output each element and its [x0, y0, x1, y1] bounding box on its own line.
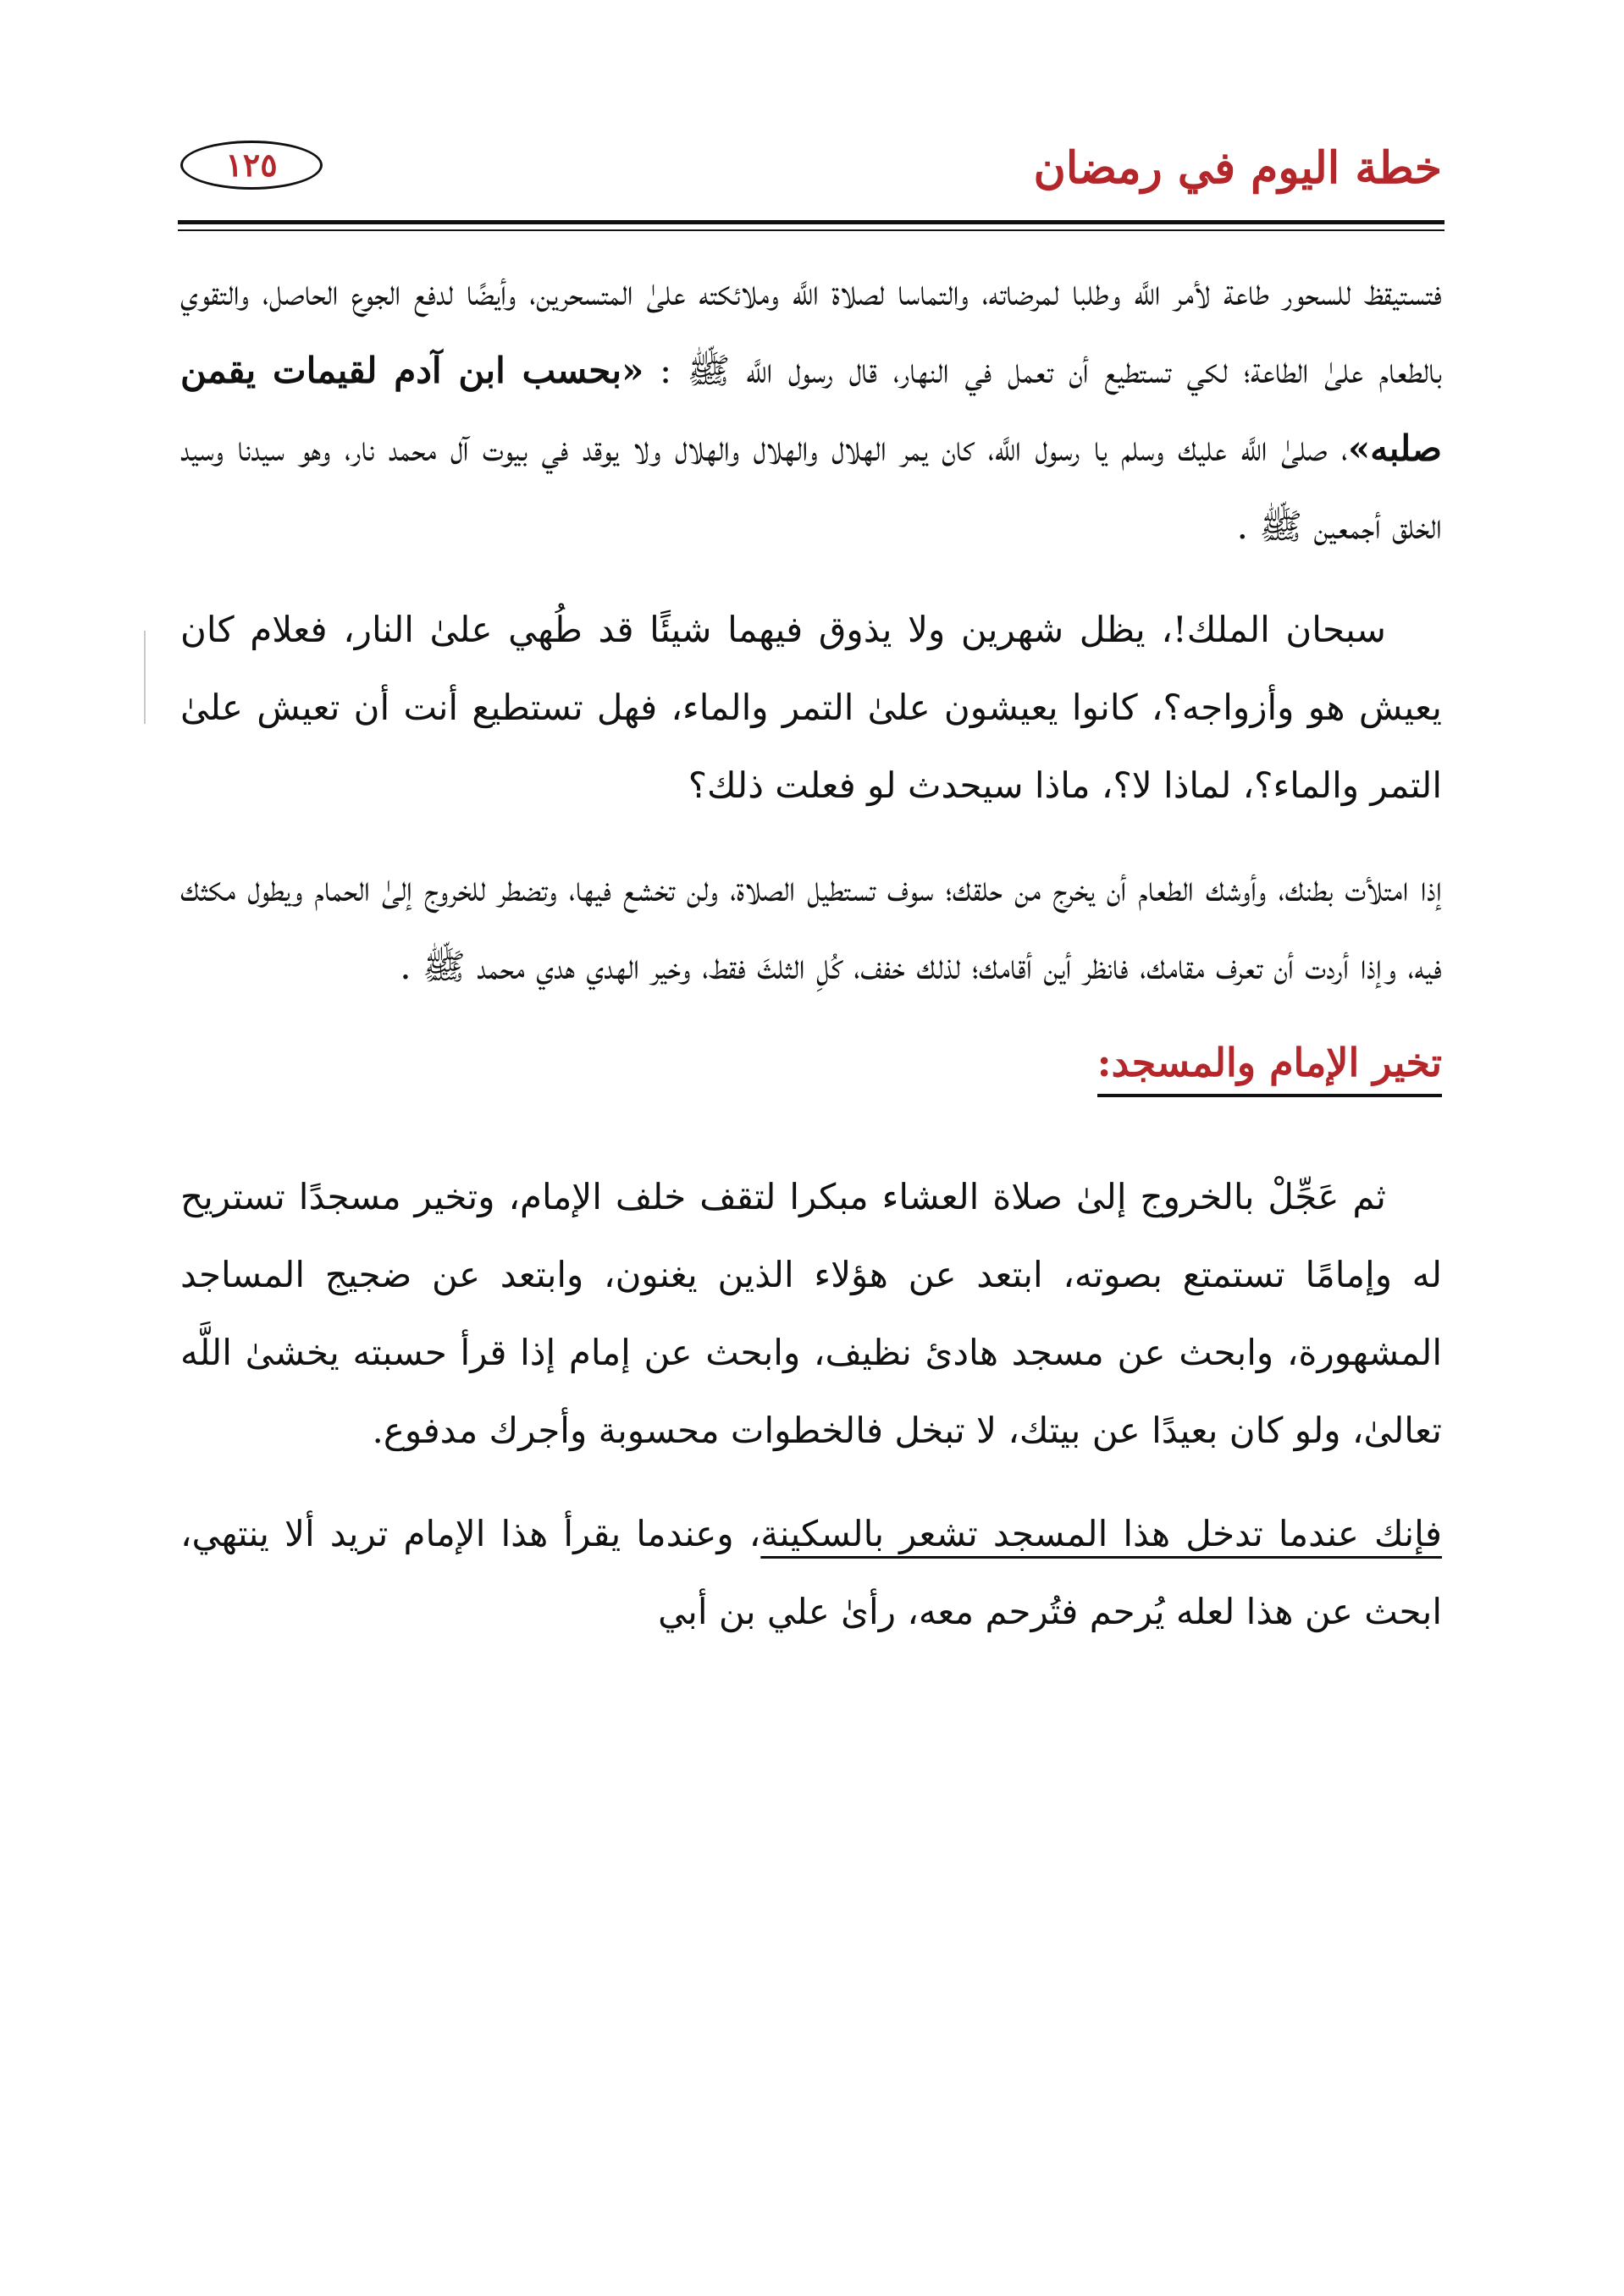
page-body — [180, 254, 1442, 1676]
hadith-quote: «بحسب ابن آدم لقيمات يقمن صلبه» — [180, 350, 1442, 469]
paragraph-choose-imam: ثم عَجِّلْ بالخروج إلىٰ صلاة العشاء مبكرا لتقف خلف الإمام، وتخير مسجدًا تستريح له وإمامًا تستمتع بصوته، ابتعد عن هؤلاء الذين يغنون، وابتعد عن ضجيج المساجد المشهورة، وابحث عن مسجد هادئ نظيف، وابحث عن إمام إذا قرأ حسبته يخشىٰ اللَّه تعالىٰ، ولو كان بعيدًا عن بيتك، لا تبخل فالخطوات محسوبة وأجرك مدفوع. — [180, 1176, 1442, 1451]
paragraph-suhoor-text-a: فتستيقظ للسحور طاعة لأمر اللَّه وطلبا لمرضاته، والتماسا لصلاة اللَّه وملائكته علىٰ المتسحرين، وأيضًا لدفع الجوع الحاصل، والتقوي بالطعام علىٰ الطاعة؛ لكي تستطيع أن تعمل في النهار، قال رسول اللَّه ﷺ : — [180, 272, 1442, 391]
underlined-phrase: فإنك عندما تدخل هذا المسجد تشعر بالسكينة — [760, 1513, 1442, 1554]
paragraph-suhoor-text-b: ، صلىٰ اللَّه عليك وسلم يا رسول اللَّه، كان يمر الهلال والهلال والهلال ولا يوقد في بيوت آل محمد نار، وهو سيدنا وسيد الخلق أجمعين ﷺ . — [180, 428, 1442, 547]
section-heading-wrap — [180, 1031, 1442, 1124]
scan-mark — [144, 631, 146, 724]
page-number: ١٢٥ — [180, 141, 323, 190]
running-title: خطة اليوم في رمضان — [1033, 142, 1442, 194]
header-rule-thin — [178, 229, 1444, 231]
header-rule-thick — [178, 220, 1444, 224]
paragraph-subhan: سبحان الملك!، يظل شهرين ولا يذوق فيهما شيئًا قد طُهي علىٰ النار، فعلام كان يعيش هو وأزواجه؟، كانوا يعيشون علىٰ التمر والماء، فهل تستطيع أنت أن تعيش علىٰ التمر والماء؟، لماذا لا؟، ماذا سيحدث لو فعلت ذلك؟ — [180, 609, 1442, 806]
paragraph-suhoor — [180, 254, 1442, 566]
paragraph-tranquility-rest: ، وعندما يقرأ هذا الإمام تريد ألا ينتهي، ابحث عن هذا لعله يُرحم فتُرحم معه، رأىٰ علي بن أبي — [180, 1513, 1442, 1632]
paragraph-full-stomach: إذا امتلأت بطنك، وأوشك الطعام أن يخرج من حلقك؛ سوف تستطيل الصلاة، ولن تخشع فيها، وتضطر للخروج إلىٰ الحمام ويطول مكثك فيه، وإذا أردت أن تعرف مقامك، فانظر أين أقامك؛ لذلك خفف، كُلِ الثلثَ فقط، وخير الهدي هدي محمد ﷺ . — [180, 868, 1442, 987]
page-header — [180, 135, 1442, 216]
paragraph-tranquility — [180, 1495, 1442, 1651]
section-heading: تخير الإمام والمسجد: — [1097, 1040, 1442, 1097]
